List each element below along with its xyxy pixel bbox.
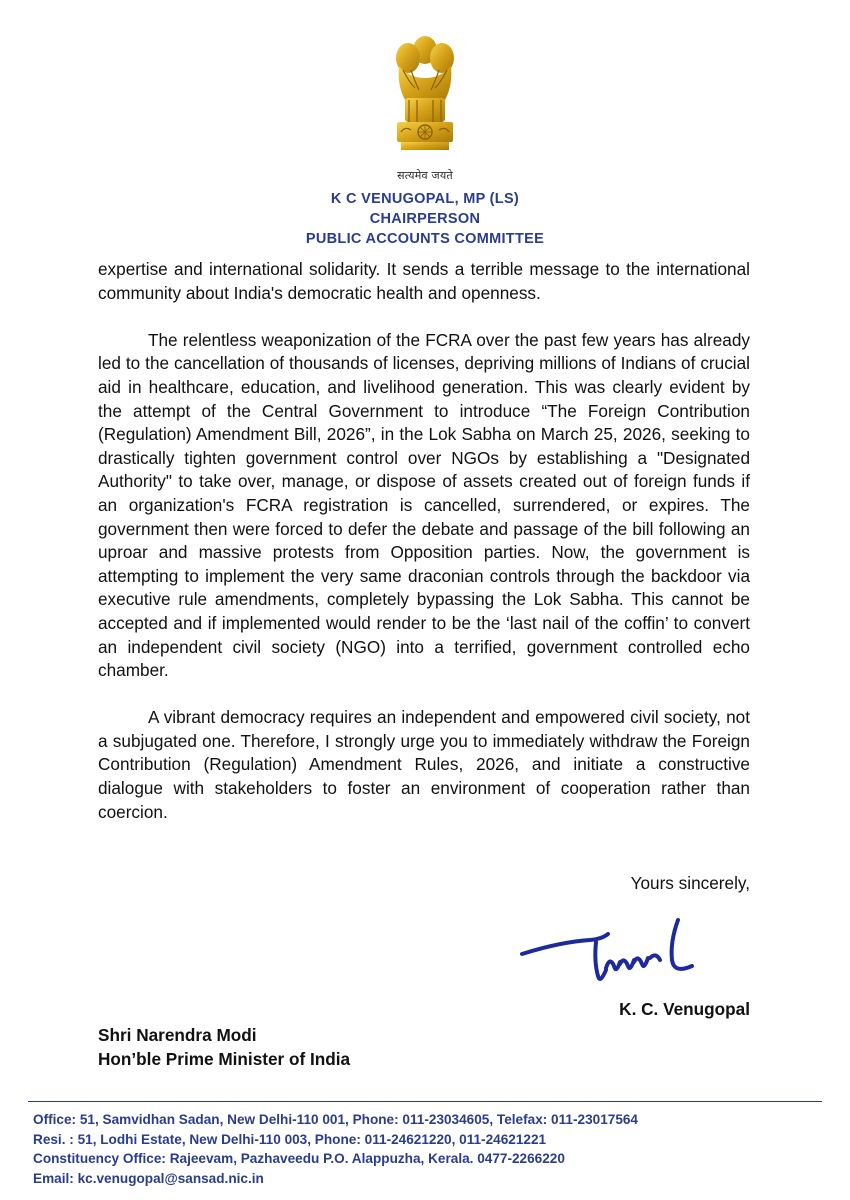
letter-paragraph-3: A vibrant democracy requires an independent and empowered civil society, not a subjugated one. Therefore, I strongly urge you to immediately withdraw the Foreign Contribution (Regulation) Amendment Rules, 2026, and initiate a constructive dialogue with stakeholders to foster an environment of cooperation rather than coercion. bbox=[98, 707, 750, 822]
sender-role: CHAIRPERSON bbox=[369, 211, 481, 227]
addressee-block bbox=[98, 1023, 350, 1071]
footer-contact bbox=[33, 1110, 823, 1188]
addressee-title: Hon’ble Prime Minister of India bbox=[98, 1049, 351, 1069]
handwritten-signature bbox=[510, 912, 740, 994]
footer-office: Office: 51, Samvidhan Sadan, New Delhi-110 001, Phone: 011-23034605, Telefax: 011-23017564 bbox=[33, 1112, 638, 1127]
footer-divider bbox=[28, 1101, 822, 1102]
letter-paragraph-1: expertise and international solidarity. It sends a terrible message to the international community about India's democratic health and openness. bbox=[98, 259, 750, 303]
sender-name: K C VENUGOPAL, MP (LS) bbox=[330, 191, 520, 207]
closing-salutation: Yours sincerely, bbox=[630, 873, 750, 893]
footer-constituency: Constituency Office: Rajeevam, Pazhaveedu P.O. Alappuzha, Kerala. 0477-2266220 bbox=[33, 1151, 565, 1166]
letter-body bbox=[98, 258, 750, 848]
addressee-name: Shri Narendra Modi bbox=[98, 1025, 257, 1045]
national-emblem-icon bbox=[385, 30, 465, 170]
footer-residence: Resi. : 51, Lodhi Estate, New Delhi-110 003, Phone: 011-24621220, 011-24621221 bbox=[33, 1131, 547, 1147]
footer-email: Email: kc.venugopal@sansad.nic.in bbox=[33, 1170, 264, 1186]
letter-paragraph-2: The relentless weaponization of the FCRA over the past few years has already led to the cancellation of thousands of licenses, depriving millions of Indians of crucial aid in healthcare, education, and livelihood generation. This was clearly evident by the attempt of the Central Government to introduce “The Foreign Contribution (Regulation) Amendment Bill, 2026”, in the Lok Sabha on March 25, 2026, seeking to drastically tighten government control over NGOs by establishing a "Designated Authority" to take over, manage, or dispose of assets created out of foreign funds if an organization's FCRA registration is cancelled, surrendered, or expires. The government then were forced to defer the debate and passage of the bill following an uproar and massive protests from Opposition parties. Now, the government is attempting to implement the very same draconian controls through the backdoor via executive rule amendments, completely bypassing the Lok Sabha. This cannot be accepted and if implemented would render to be the ‘last nail of the coffin’ to convert an independent civil society (NGO) into a terrified, government controlled echo chamber. bbox=[98, 329, 750, 681]
letterhead bbox=[0, 30, 850, 249]
signatory-name: K. C. Venugopal bbox=[619, 999, 750, 1019]
sender-committee: PUBLIC ACCOUNTS COMMITTEE bbox=[305, 231, 545, 247]
emblem-motto: सत्यमेव जयते bbox=[397, 169, 453, 182]
